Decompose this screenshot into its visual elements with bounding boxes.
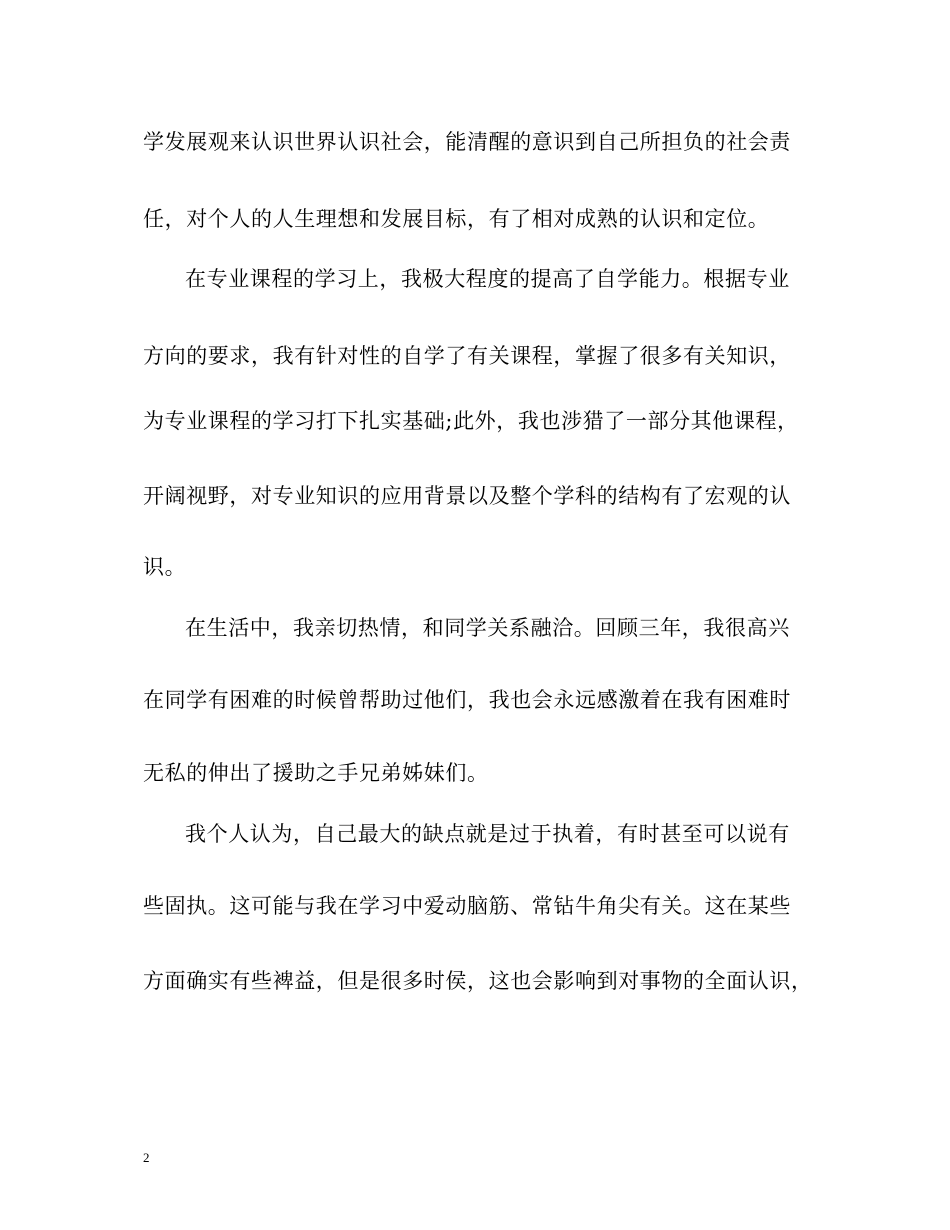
body-line-4: 方向的要求，我有针对性的自学了有关课程，掌握了很多有关知识， xyxy=(143,344,791,368)
paragraph-start-line-8: 在生活中，我亲切热情，和同学关系融洽。回顾三年，我很高兴 xyxy=(185,616,790,640)
body-line-5: 为专业课程的学习打下扎实基础;此外，我也涉猎了一部分其他课程， xyxy=(143,409,799,433)
paragraph-start-line-3: 在专业课程的学习上，我极大程度的提高了自学能力。根据专业 xyxy=(185,267,790,291)
body-line-9: 在同学有困难的时候曾帮助过他们，我也会永远感激着在我有困难时 xyxy=(143,688,791,712)
body-line-12: 些固执。这可能与我在学习中爱动脑筋、常钻牛角尖有关。这在某些 xyxy=(143,894,791,918)
body-line-10: 无私的伸出了援助之手兄弟姊妹们。 xyxy=(143,761,489,785)
body-line-1: 学发展观来认识世界认识社会，能清醒的意识到自己所担负的社会责 xyxy=(143,130,791,154)
paragraph-start-line-11: 我个人认为，自己最大的缺点就是过于执着，有时甚至可以说有 xyxy=(185,822,790,846)
body-line-2: 任，对个人的人生理想和发展目标，有了相对成熟的认识和定位。 xyxy=(143,207,770,231)
body-line-6: 开阔视野，对专业知识的应用背景以及整个学科的结构有了宏观的认 xyxy=(143,484,791,508)
page-number: 2 xyxy=(143,1150,150,1165)
body-line-13: 方面确实有些裨益，但是很多时侯，这也会影响到对事物的全面认识， xyxy=(143,969,813,993)
body-line-7: 识。 xyxy=(143,555,187,579)
